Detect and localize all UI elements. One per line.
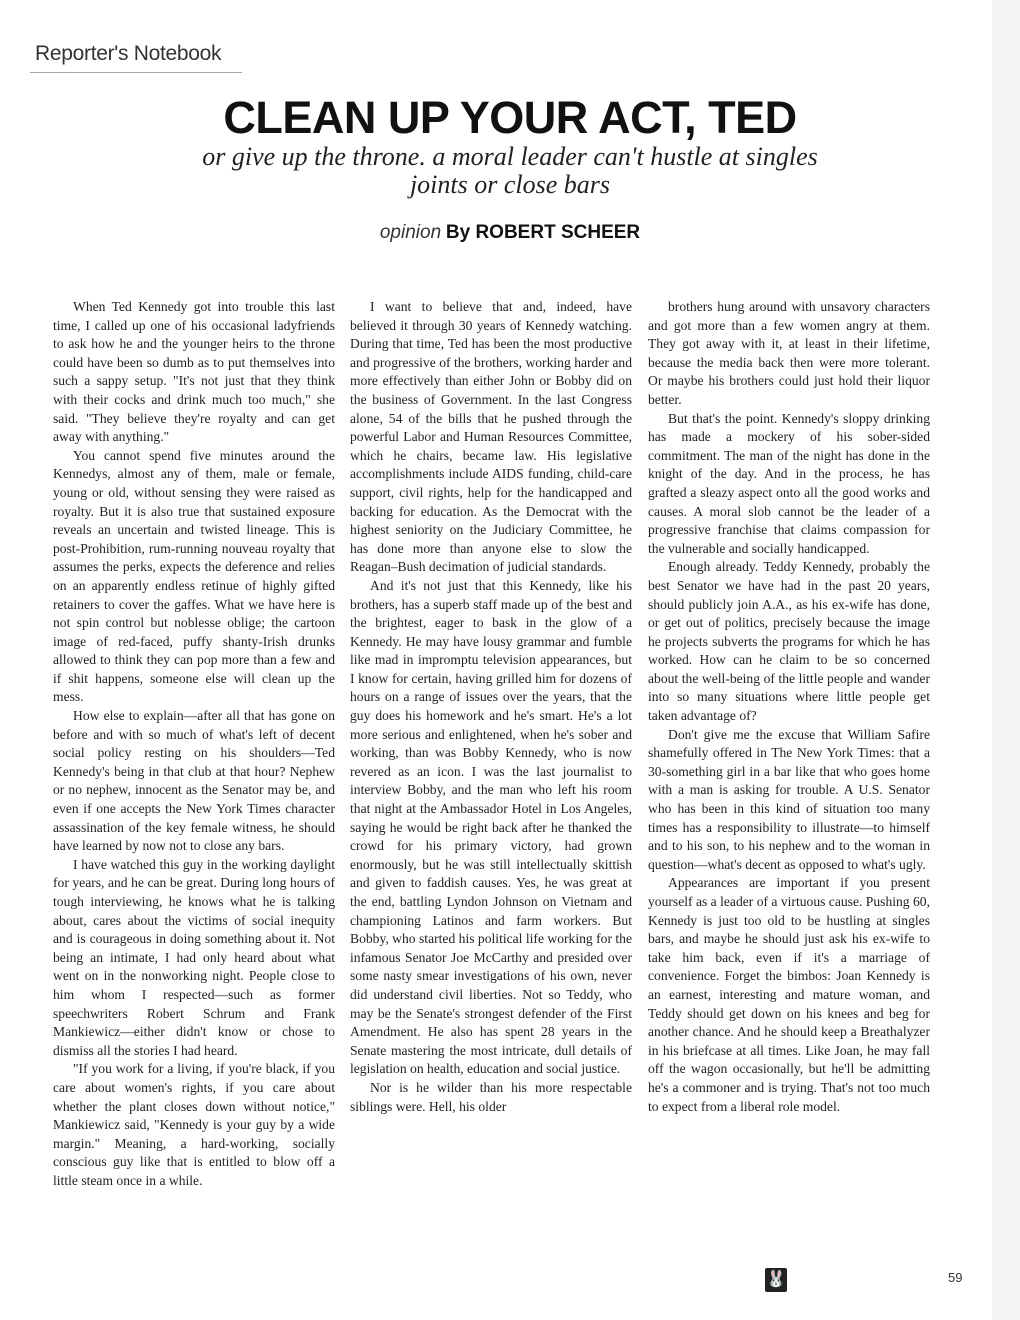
paragraph: But that's the point. Kennedy's sloppy drinking has made a mockery of his sober-sided commitment. The man of the night has done in the knight of the day. And in the process, he has grafted a sleazy aspect onto all the good works and causes. A moral slob cannot be the leader of a progressive franchise that claims compassion for the vulnerable and socially handicapped. (648, 410, 930, 556)
headline: CLEAN UP YOUR ACT, TED (223, 92, 797, 143)
page-number: 59 (948, 1270, 963, 1285)
paragraph: Nor is he wilder than his more respectable siblings were. Hell, his older (350, 1079, 632, 1114)
byline (0, 222, 1020, 244)
paragraph: Appearances are important if you present yourself as a leader of a virtuous cause. Pushing 60, Kennedy is just too old to be hustling at singles bars, and maybe he should just ask his ex-wife to take him back, even if it's a marriage of convenience. Forget the bimbos: Joan Kennedy is an earnest, interesting and mature woman, and Teddy should get down on his knees and beg for another chance. And he should keep a Breathalyzer in his briefcase at all times. Like Joan, he may fall off the wagon occasionally, but he'll be admitting he's a commoner and is trying. That's not too much to expect from a liberal role model. (648, 875, 930, 1114)
section-rule (30, 72, 242, 73)
paragraph: "If you work for a living, if you're black, if you care about women's rights, if you care about whether the plant closes down without notice," Mankiewicz said, "Kennedy is your guy by a wide margin." Meaning, a hard-working, socially conscious guy like that is entitled to blow off a little steam once in a while. (53, 1061, 335, 1188)
section-label: Reporter's Notebook (35, 42, 222, 65)
paragraph: Enough already. Teddy Kennedy, probably the best Senator we have had in the past 20 years, should publicly join A.A., as his ex-wife has done, or get out of politics, precisely because the image he projects subverts the programs for which he has worked. How can he claim to be so concerned about the well-being of the little people and wander into so many situations where little people get taken advantage of? (648, 559, 930, 724)
column-3 (648, 298, 930, 1116)
page-edge (992, 0, 1020, 1320)
paragraph: How else to explain—after all that has gone on before and with so much of what's left of decent social policy resting on his shoulders—Ted Kennedy's being in that club at that hour? Nephew or no nephew, innocent as the Senator may be, and even if one accepts the New York Times character assassination of the key female witness, he should have learned by now not to close any bars. (53, 708, 335, 854)
paragraph: You cannot spend five minutes around the Kennedys, almost any of them, male or female, young or old, without sensing they were raised as royalty. But it is also true that sustained exposure reveals an uncertain and twisted lineage. This is post-Prohibition, rum-running nouveau royalty that assumes the perks, expects the deference and relies on an apparently endless retinue of highly gifted retainers to cover the gaffes. What we have here is not spin control but noblesse oblige; the cartoon image of red-faced, puffy shanty-Irish drunks allowed to think they can pop more than a few and if shit happens, someone else will clean up the mess. (53, 447, 335, 705)
rabbit-end-mark-icon: 🐰 (765, 1268, 787, 1292)
byline-author: By ROBERT SCHEER (445, 222, 641, 243)
paragraph: Don't give me the excuse that William Safire shamefully offered in The New York Times: that a 30-something girl in a bar like that who goes home with a man is asking for trouble. A U.S. Senator who has been in this kind of situation too many times has a responsibility to illustrate—to himself and to his son, to his nephew and to the woman in question—what's decent as opposed to what's ugly. (648, 726, 930, 872)
byline-label: opinion (379, 222, 442, 243)
column-1 (53, 298, 335, 1191)
paragraph: And it's not just that this Kennedy, like his brothers, has a superb staff made up of the best and the brightest, eager to bask in the glow of a Kennedy. He may have lousy grammar and fumble like mad in impromptu television appearances, but I know for certain, having grilled him for dozens of hours on a range of issues over the years, that the guy does his homework and he's smart. He's a lot more serious and enlightened, when he's sober and working, than was Bobby Kennedy, who is now revered as an icon. I was the last journalist to interview Bobby, and the man who left his room that night at the Ambassador Hotel in Los Angeles, saying he would be right back after he thanked the crowd for his primary victory, had grown enormously, but he was still intellectually skittish and given to faddish causes. Yes, he was great at the end, battling Lyndon Johnson on Vietnam and championing Latinos and farm workers. But Bobby, who started his political life working for the infamous Senator Joe McCarthy and presided over some nasty smear investigations of his own, never did understand civil liberties. Not so Teddy, who may be the Senate's strongest defender of the First Amendment. He also has spent 28 years in the Senate mastering the most intricate, dull details of legislation on health, education and social justice. (350, 577, 632, 1077)
paragraph: brothers hung around with unsavory characters and got more than a few women angry at them. They got away with it, at least in their lifetime, because the media back then were more tolerant. Or maybe his brothers could just hold their liquor better. (648, 299, 930, 407)
paragraph: I have watched this guy in the working daylight for years, and he can be great. During long hours of tough interviewing, he knows what he is talking about, cares about the victims of social inequity and is courageous in doing something about it. Not being an intimate, I had only heard about what went on in the nonworking night. People close to him whom I respected—such as former speechwriters Robert Schrum and Frank Mankiewicz—either didn't know or chose to dismiss all the stories I had heard. (53, 856, 335, 1058)
deck: or give up the throne. a moral leader can't hustle at singles joints or close bars (202, 142, 818, 199)
paragraph: When Ted Kennedy got into trouble this last time, I called up one of his occasional ladyfriends to ask how he and the younger heirs to the throne could have been so dumb as to put themselves into such a sappy setup. "It's not just that they think with their cocks and drink much too much," she said. "They believe they're royalty and can get away with anything." (53, 299, 335, 445)
column-2 (350, 298, 632, 1116)
paragraph: I want to believe that and, indeed, have believed it through 30 years of Kennedy watching. During that time, Ted has been the most productive and progressive of the brothers, working harder and more effectively than either John or Bobby did on the business of Government. In the last Congress alone, 54 of the bills that he pushed through the powerful Labor and Human Resources Committee, which he chairs, became law. His legislative accomplishments include AIDS funding, child-care support, civil rights, help for the handicapped and backing for education. As the Democrat with the highest seniority on the Judiciary Committee, he has done more than anyone else to slow the Reagan–Bush decimation of judicial standards. (350, 299, 632, 575)
